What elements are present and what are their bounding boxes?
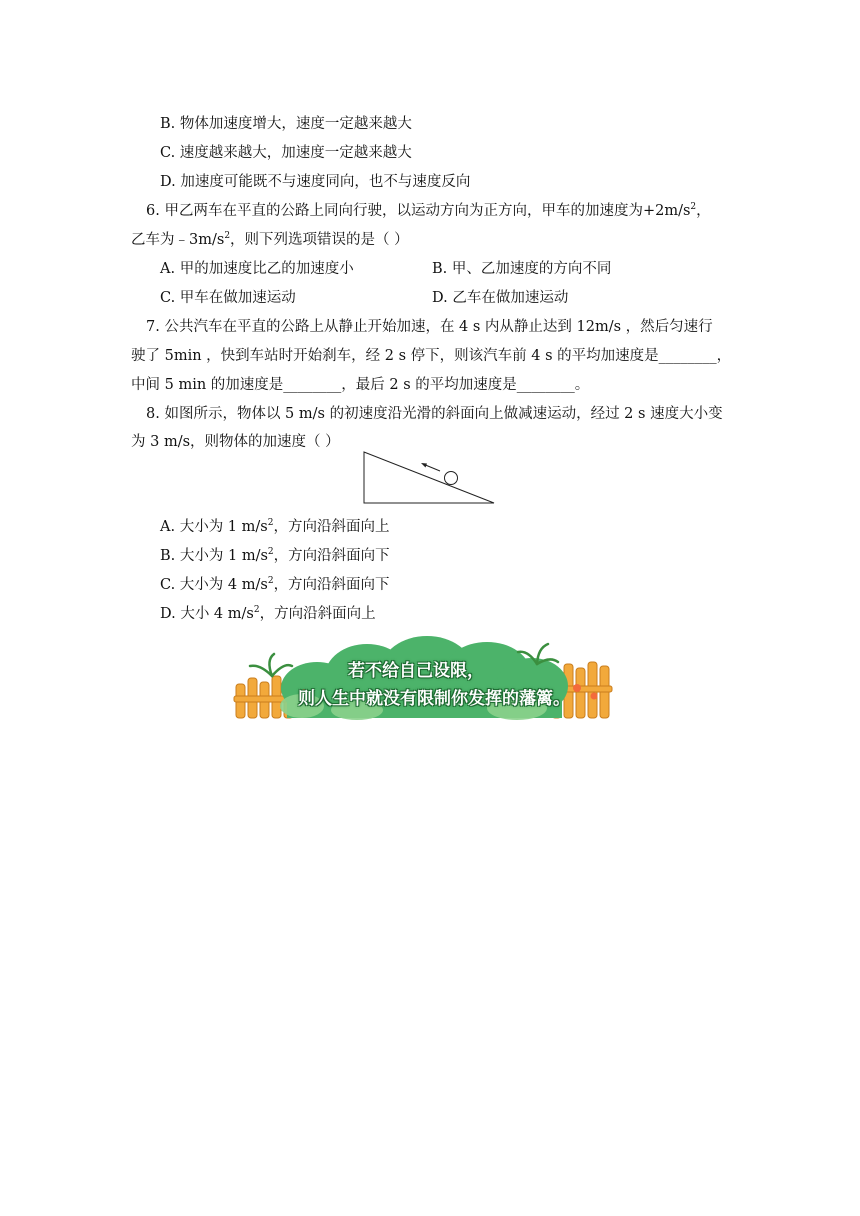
- q8-option-a: A. 大小为 1 $m/s^2$，方向沿斜面向上: [160, 518, 390, 535]
- q8-option-d: D. 大小 4 $m/s^2$，方向沿斜面向上: [160, 605, 376, 622]
- q6-option-c: C. 甲车在做加速运动: [160, 290, 296, 306]
- answer-blank: ________: [516, 377, 575, 393]
- answer-blank: ________: [658, 348, 717, 364]
- q7-stem-line1: 7. 公共汽车在平直的公路上从静止开始加速，在 4 s 内从静止达到 12m/s ，然后匀速行: [146, 319, 713, 335]
- q7-stem-line2: 驶了 5min ，快到车站时开始刹车，经 2 s 停下，则该汽车前 4 s 的平均加速度是________，: [131, 348, 732, 364]
- q5-option-b: B. 物体加速度增大，速度一定越来越大: [160, 116, 412, 132]
- incline-diagram: [360, 450, 500, 506]
- arrow-head: [421, 463, 427, 468]
- banner-line2: 则人生中就没有限制你发挥的藩篱。: [298, 689, 570, 709]
- q7-stem-line3: 中间 5 min 的加速度是________，最后 2 s 的平均加速度是________。: [131, 377, 590, 393]
- q6-stem-line2: 乙车为$﹣3m/s^2$，则下列选项错误的是（ ）: [131, 231, 409, 248]
- q8-option-b: B. 大小为 1 $m/s^2$，方向沿斜面向下: [160, 547, 390, 564]
- q6-option-b: B. 甲、乙加速度的方向不同: [432, 261, 612, 277]
- q5-option-d: D. 加速度可能既不与速度同向，也不与速度反向: [160, 174, 471, 190]
- banner-line1: 若不给自己设限，: [348, 661, 484, 681]
- q8-stem-line1: 8. 如图所示，物体以 5 m/s 的初速度沿光滑的斜面向上做减速运动，经过 2 s 速度大小变: [146, 406, 723, 422]
- q8-stem-line2: 为 3 m/s，则物体的加速度（ ）: [131, 434, 340, 450]
- incline-slope: [364, 452, 494, 503]
- q6-option-a: A. 甲的加速度比乙的加速度小: [160, 261, 354, 277]
- q8-option-c: C. 大小为 4 $m/s^2$，方向沿斜面向下: [160, 576, 390, 593]
- answer-blank: ________: [283, 377, 342, 393]
- q6-option-d: D. 乙车在做加速运动: [432, 290, 569, 306]
- motivational-banner: [232, 636, 622, 722]
- q6-stem-line1: 6. 甲乙两车在平直的公路上同向行驶，以运动方向为正方向，甲车的加速度为$+2m/s^2$，: [146, 202, 711, 219]
- q5-option-c: C. 速度越来越大，加速度一定越来越大: [160, 145, 412, 161]
- block-ball: [445, 472, 458, 485]
